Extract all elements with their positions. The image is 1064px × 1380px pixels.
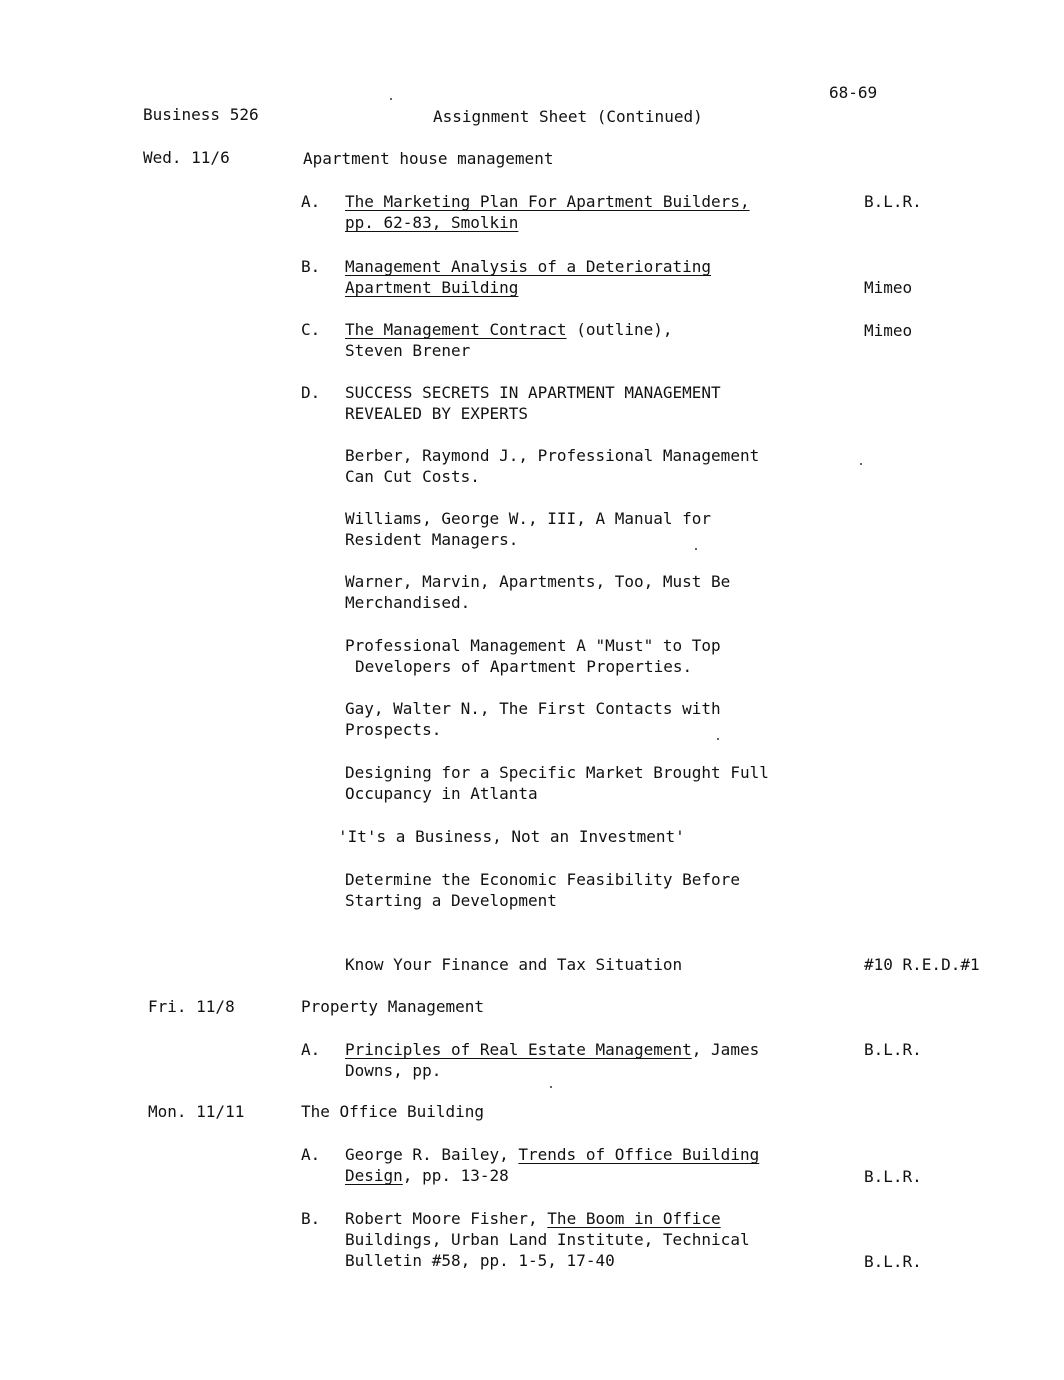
reading-item <box>345 445 759 487</box>
item-title: Principles of Real Estate Management <box>345 1040 692 1059</box>
reading-item <box>345 508 711 550</box>
reading-line: Prospects. <box>345 720 442 739</box>
item-author: Robert Moore Fisher, <box>345 1209 548 1228</box>
item-pages: Bulletin #58, pp. 1-5, 17-40 <box>345 1251 615 1270</box>
item-title: SUCCESS SECRETS IN APARTMENT MANAGEMENT <box>345 383 721 402</box>
reading-line: Determine the Economic Feasibility Before <box>345 870 740 889</box>
item-title-cont: pp. 62-83, Smolkin <box>345 213 519 232</box>
item-note: (outline), <box>566 320 673 339</box>
reading-line: Starting a Development <box>345 891 557 910</box>
item-title: The Boom in Office <box>547 1209 721 1228</box>
item-title-cont: REVEALED BY EXPERTS <box>345 404 529 423</box>
scan-speck <box>390 98 392 100</box>
item-title-cont: Apartment Building <box>345 278 519 297</box>
reading-line: Professional Management A "Must" to Top <box>345 636 721 655</box>
scan-speck <box>695 548 697 550</box>
item-author: Steven Brener <box>345 341 471 360</box>
item-author: , James <box>691 1040 760 1059</box>
section-date: Fri. 11/8 <box>148 997 235 1016</box>
item-source: B.L.R. <box>864 1252 922 1271</box>
reading-item <box>345 869 740 911</box>
item-pages: , pp. 13-28 <box>402 1166 509 1185</box>
reading-line: Gay, Walter N., The First Contacts with <box>345 699 721 718</box>
section-topic: Property Management <box>301 997 485 1016</box>
item-source: B.L.R. <box>864 1040 922 1059</box>
item-letter: C. <box>301 320 321 339</box>
section-date: Mon. 11/11 <box>148 1102 245 1121</box>
section-date: Wed. 11/6 <box>143 148 230 167</box>
item-source: Mimeo <box>864 278 913 297</box>
item-title-cont: Buildings, Urban Land Institute, Technical <box>345 1230 750 1249</box>
reading-line: Can Cut Costs. <box>345 467 480 486</box>
reading-line: Warner, Marvin, Apartments, Too, Must Be <box>345 572 731 591</box>
page-code: 68-69 <box>829 83 878 102</box>
reading-line: Merchandised. <box>345 593 471 612</box>
reading-item: Know Your Finance and Tax Situation <box>345 955 683 974</box>
item-letter: A. <box>301 1040 321 1059</box>
reading-line: Williams, George W., III, A Manual for <box>345 509 712 528</box>
reading-line: Occupancy in Atlanta <box>345 784 538 803</box>
item-title: The Management Contract <box>345 320 567 339</box>
scan-speck <box>550 1086 552 1088</box>
reading-line: 'It's a Business, Not an Investment' <box>338 827 685 846</box>
item-letter: A. <box>301 1145 321 1164</box>
sheet-title: Assignment Sheet (Continued) <box>433 107 703 126</box>
item-source: B.L.R. <box>864 192 922 211</box>
item-source: Mimeo <box>864 321 913 340</box>
item-source: #10 R.E.D.#1 <box>864 955 980 974</box>
reading-line: Designing for a Specific Market Brought Full <box>345 763 769 782</box>
item-title-cont: Design <box>345 1166 403 1185</box>
item-letter: A. <box>301 192 321 211</box>
reading-item <box>345 762 769 804</box>
scan-speck <box>717 738 719 740</box>
reading-item <box>338 826 685 847</box>
item-letter: B. <box>301 1209 321 1228</box>
section-topic: The Office Building <box>301 1102 485 1121</box>
reading-line: Developers of Apartment Properties. <box>355 657 693 676</box>
reading-item <box>345 698 721 740</box>
reading-line: Resident Managers. <box>345 530 519 549</box>
reading-item <box>345 571 730 613</box>
item-source: B.L.R. <box>864 1167 922 1186</box>
item-letter: D. <box>301 383 321 402</box>
item-author-cont: Downs, pp. <box>345 1061 442 1080</box>
item-author: George R. Bailey, <box>345 1145 519 1164</box>
reading-item <box>345 635 721 677</box>
course-title: Business 526 <box>143 105 259 124</box>
item-letter: B. <box>301 257 321 276</box>
item-title: Trends of Office Building <box>518 1145 760 1164</box>
item-title: Management Analysis of a Deteriorating <box>345 257 712 276</box>
scan-speck <box>860 463 862 465</box>
reading-line: Berber, Raymond J., Professional Management <box>345 446 760 465</box>
section-topic: Apartment house management <box>303 149 554 168</box>
item-title: The Marketing Plan For Apartment Builders, <box>345 192 750 211</box>
